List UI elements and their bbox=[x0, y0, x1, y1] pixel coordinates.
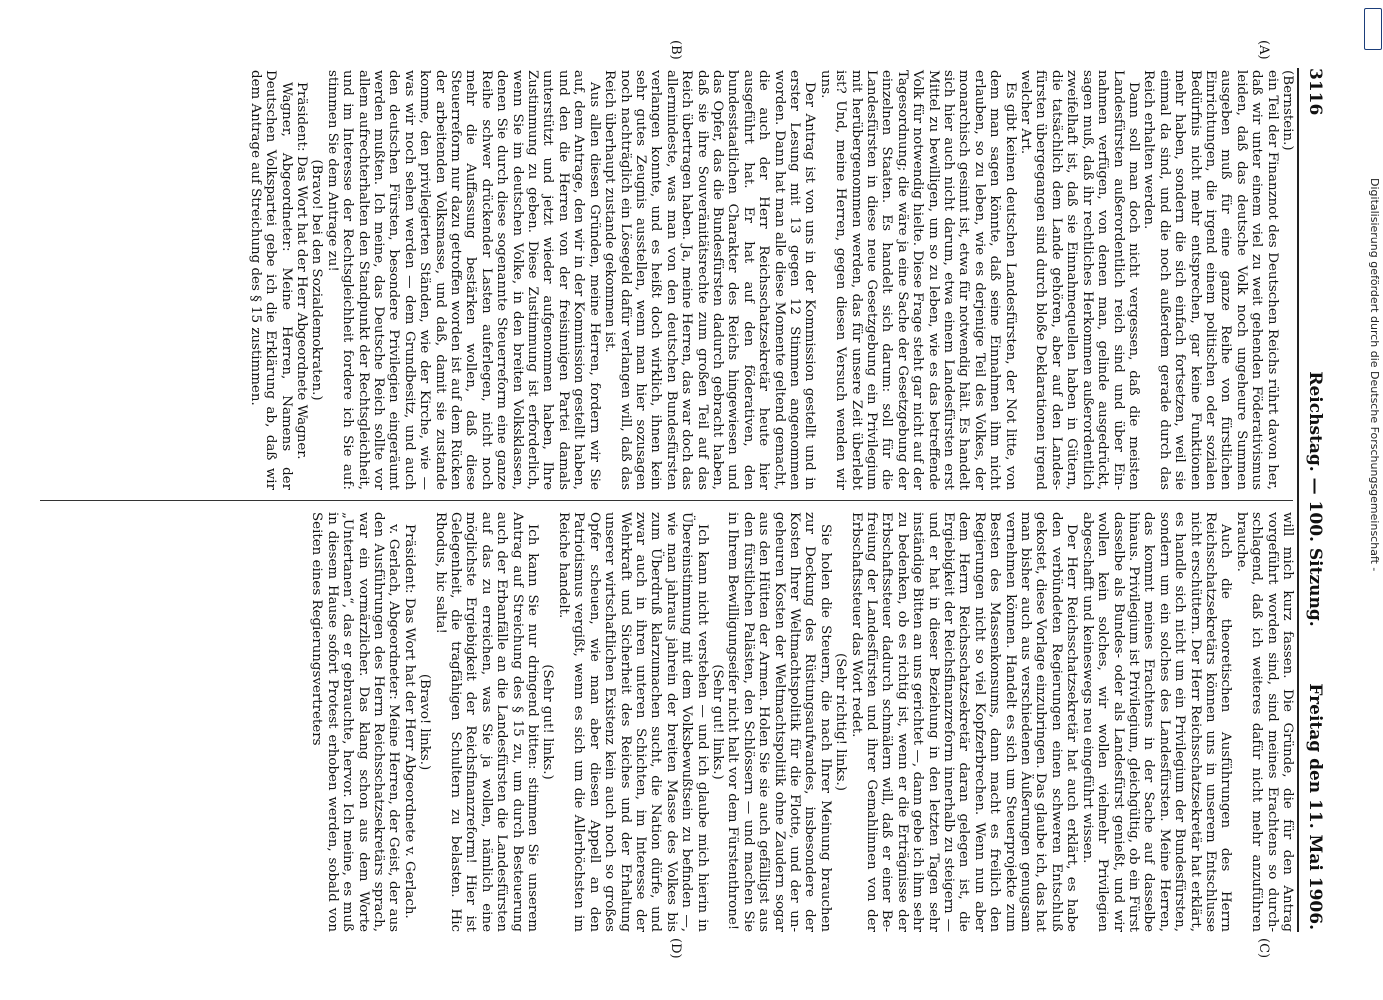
session-title: Reichstag. — 100. Sitzung. bbox=[1305, 371, 1325, 627]
paragraph: (Sehr richtig! links.) bbox=[833, 653, 849, 791]
paragraph: (Sehr gut! links.) bbox=[540, 664, 556, 780]
paragraph: Auch die theoretischen Ausführungen des Herrn Reichsschatzsekretärs können uns in unserem Entschlusse nicht erschüttern. Der Herr Reichsschatzsekretär hat erklärt, es handle sich nicht um ein Privilegium der Bundesfürsten, sondern um ein solches des Landesfürsten. Meine Herren, das kommt meines Erachtens in der Sache auf dasselbe hinaus. Privilegium ist Privilegium, gleichgültig, ob ein Fürst dasselbe als Bundes- oder als Landesfürst genießt, und wir wollen kein solches, wir wollen vielmehr Privilegien abgeschafft und keineswegs neu eingeführt wissen. bbox=[1079, 512, 1234, 932]
paragraph: Sie holen die Steuern, die nach Ihrer Meinung brauchen zur Deckung des Rüstungsaufwandes, insbesondere der Kosten Ihrer Weltmachtspolitik für die Flotte, und der ungeheuren Kosten der Weltmachtspolitik ohne Zaudern sogar aus den Hütten der Armen. Holen Sie sie auch gefälligst aus den fürstlichen Palästen, den Schlössern — und machen Sie in Ihrem Bewilligungseifer nicht halt vor dem Fürstenthrone! bbox=[725, 512, 833, 932]
paragraph: (Bravo! bei den Sozialdemokraten.) bbox=[309, 159, 325, 401]
paragraph: Der Antrag ist von uns in der Kommission gestellt und in erster Lesung mit 13 gegen 12 Stimmen angenommen worden. Dann hat man alle diese Momente geltend gemacht, die auch der Herr Reichsschatzsekretär heute hier ausgeführt hat. Er hat auf den föderativen, den bundesstaatlichen Charakter des Reichs hingewiesen und das Opfer, das die Bundesfürsten dadurch gebracht haben, daß sie ihre Souveränitätsrechte zum großen Teil auf das Reich übertragen haben. Ja, meine Herren, das war doch das allermindeste, was man von den deutschen Bundesfürsten verlangen konnte, und es heißt doch wirklich, ihnen kein sehr gutes Zeugnis ausstellen, wenn man hier sozusagen noch nachträglich ein Lösegeld dafür verlangen will, daß das Reich überhaupt zustande gekommen ist. bbox=[602, 70, 818, 490]
paragraph: will mich kurz fassen. Die Gründe, die für den Antrag vorgeführt worden sind, sind meines Erachtens so durchschlagend, daß ich weiteres dafür nicht mehr anzuführen brauche. bbox=[1233, 512, 1295, 932]
margin-letter-a: (A) bbox=[1256, 40, 1271, 60]
header-rule bbox=[1297, 68, 1299, 932]
right-column bbox=[309, 512, 1295, 932]
paragraph: Aus allen diesen Gründen, meine Herren, fordern wir Sie auf, dem Antrage, den wir in der Kommission gestellt haben, und den die Herren von der freisinnigen Partei damals unterstützt und jetzt wieder aufgenommen haben, Ihre Zustimmung zu geben. Diese Zustimmung ist erforderlich, wenn Sie im deutschen Volke, in den breiten Volksklassen, denen Sie durch diese sogenannte Steuerreform eine ganze Reihe schwer drückender Lasten auferlegen, nicht noch mehr die Auffassung bestärken wollen, daß diese Steuerreform nur dazu getroffen worden ist auf dem Rücken der arbeitenden Volksmasse, und daß, damit sie zustande komme, den privilegierten Ständen, wie der Kirche, wie — was wir noch sehen werden — dem Grundbesitz, und auch den deutschen Fürsten, besondere Privilegien eingeräumt werden mußten. Ich meine, das Deutsche Reich sollte vor allem aufrechterhalten den Standpunkt der Rechtsgleichheit, und im Interesse der Rechtsgleichheit fordere ich Sie auf: stimmen Sie dem Antrage zu! bbox=[324, 70, 602, 490]
paragraph: v. Gerlach, Abgeordneter: Meine Herren, der Geist, der aus den Ausführungen des Herrn Reichsschatzsekretärs sprach, war ein vormärzlicher. Das klang schon aus dem Worte „Untertanen“, das er gebrauchte, hervor. Ich meine, es muß in diesem Hause sofort Protest erhoben werden, sobald von Seiten eines Regierungsvertreters bbox=[309, 512, 402, 932]
paragraph: Der Herr Reichsschatzsekretär hat auch erklärt, es habe den verbündeten Regierungen einen schweren Entschluß gekostet, diese Vorlage einzubringen. Das glaube ich, das hat man bisher auch aus verschiedenen Äußerungen genugsam vernehmen können. Handelt es sich um Steuerprojekte zum Besten des Massenkonsums, dann macht es freilich den Regierungen nicht so viel Kopfzerbrechen. Wenn nun aber dem Herrn Reichsschatzsekretär daran gelegen ist, die Ergiebigkeit der Reichsfinanzreform innerhalb zu steigern — und er hat in dieser Beziehung in den letzten Tagen sehr inständige Bitten an uns gerichtet —, dann gebe ich ihm sehr zu bedenken, ob es richtig ist, wenn er die Erträgnisse der Erbschaftssteuer dadurch schmälern will, daß er einer Befreiung der Landesfürsten und ihrer Gemahlinnen von der Erbschaftssteuer das Wort redet. bbox=[848, 512, 1080, 932]
paragraph: Wagner, Abgeordneter: Meine Herren, Namens der Deutschen Volkspartei gebe ich die Erklärung ab, daß wir dem Antrage auf Streichung des § 15 zustimmen. bbox=[247, 70, 294, 490]
paragraph: (Bravo! links.) bbox=[417, 673, 433, 771]
page-number: 3116 bbox=[1305, 68, 1325, 116]
paragraph: ein Teil der Finanznot des Deutschen Reichs rührt davon her, daß wir unter einem viel zu weit gehenden Föderativismus leiden, daß das deutsche Volk noch ungeheure Summen ausgeben muß für eine ganze Reihe von fürstlichen Einrichtungen, die irgend einem politischen oder sozialen Bedürfnis nicht mehr entsprechen, gar keine Funktionen mehr haben, sondern die sich einfach fortsetzen, weil sie einmal da sind, und die noch außerdem gerade durch das Reich erhalten werden. bbox=[1141, 70, 1280, 490]
margin-letter-b: (B) bbox=[668, 40, 683, 60]
paragraph: Präsident: Das Wort hat der Herr Abgeordnete v. Gerlach. bbox=[401, 524, 417, 919]
paragraph: Ich kann nicht verstehen — und ich glaube mich hierin in Übereinstimmung mit dem Volksbewußtsein zu befinden —, wie man jahraus jahrein der breiten Masse des Volkes bis zum Überdruß klarzumachen sucht, die Nation dürfe, und zwar auch in ihren unteren Schichten, im Interesse der Wehrkraft und Sicherheit des Reiches und der Erhaltung unserer wirtschaftlichen Existenz kein auch noch so großes Opfer scheuen, wie man aber diesen Appell an den Patriotismus vergißt, wenn es sich um die Allerhöchsten im Reiche handelt. bbox=[555, 512, 710, 932]
paragraph: Präsident: Das Wort hat der Herr Abgeordnete Wagner. bbox=[294, 82, 309, 460]
watermark-text: Digitalisierung gefördert durch die Deutsche Forschungsgemeinschaft - bbox=[1368, 178, 1381, 572]
paragraph: Dann soll man doch nicht vergessen, daß die meisten Landesfürsten außerordentlich reich sind und über Einnahmen verfügen, von denen man, gelinde ausgedrückt, sagen muß, daß ihr rechtliches Herkommen außerordentlich zweifelhaft ist, daß sie Einnahmequellen haben in Gütern, die tatsächlich dem Lande gehören, aber auf den Landesfürsten übergegangen sind durch bloße Deklarationen irgend welcher Art. bbox=[1018, 70, 1141, 490]
digitization-watermark bbox=[1361, 8, 1383, 988]
paragraph: Es gibt keinen deutschen Landesfürsten, der Not litte, von dem man sagen könnte, daß seine Einnahmen ihm nicht erlauben, so zu leben, wie es derjenige Teil des Volkes, der monarchisch gesinnt ist, etwa für notwendig hält. Es handelt sich hier auch nicht darum, etwa einem Landesfürsten erst Mittel zu bewilligen, um so zu leben, wie es das betreffende Volk für notwendig hielte. Diese Frage steht gar nicht auf der Tagesordnung; die wäre ja eine Sache der Gesetzgebung der einzelnen Staaten. Es handelt sich darum: soll für die Landesfürsten in diese neue Gesetzgebung ein Privilegium mit herübergenommen werden, das für unsere Zeit überlebt ist? Und, meine Herren, gegen diesen Versuch wenden wir uns. bbox=[817, 70, 1018, 490]
page-header bbox=[1303, 68, 1325, 930]
column-divider bbox=[40, 500, 1293, 501]
paragraph: (Sehr gut! links.) bbox=[709, 664, 725, 780]
session-date: Freitag den 11. Mai 1906. bbox=[1305, 683, 1325, 930]
margin-letter-d: (D) bbox=[668, 938, 683, 959]
margin-letter-c: (C) bbox=[1256, 938, 1271, 959]
paragraph: Ich kann Sie nur dringend bitten: stimmen Sie unserem Antrag auf Streichung des § 15 zu, um durch Besteuerung auch der Erbanfälle an die Landesfürsten die Landesfürsten auf das zu erreichen, was Sie ja wollen, nämlich eine möglichste Ergiebigkeit der Reichsfinanzreform! Hier ist Gelegenheit, die tragfähigen Schultern zu belasten. Hic Rhodus, hic salta! bbox=[432, 512, 541, 932]
paragraph: (Bernstein.) bbox=[1280, 70, 1295, 151]
left-column bbox=[247, 70, 1295, 490]
dfg-logo bbox=[1364, 8, 1382, 50]
